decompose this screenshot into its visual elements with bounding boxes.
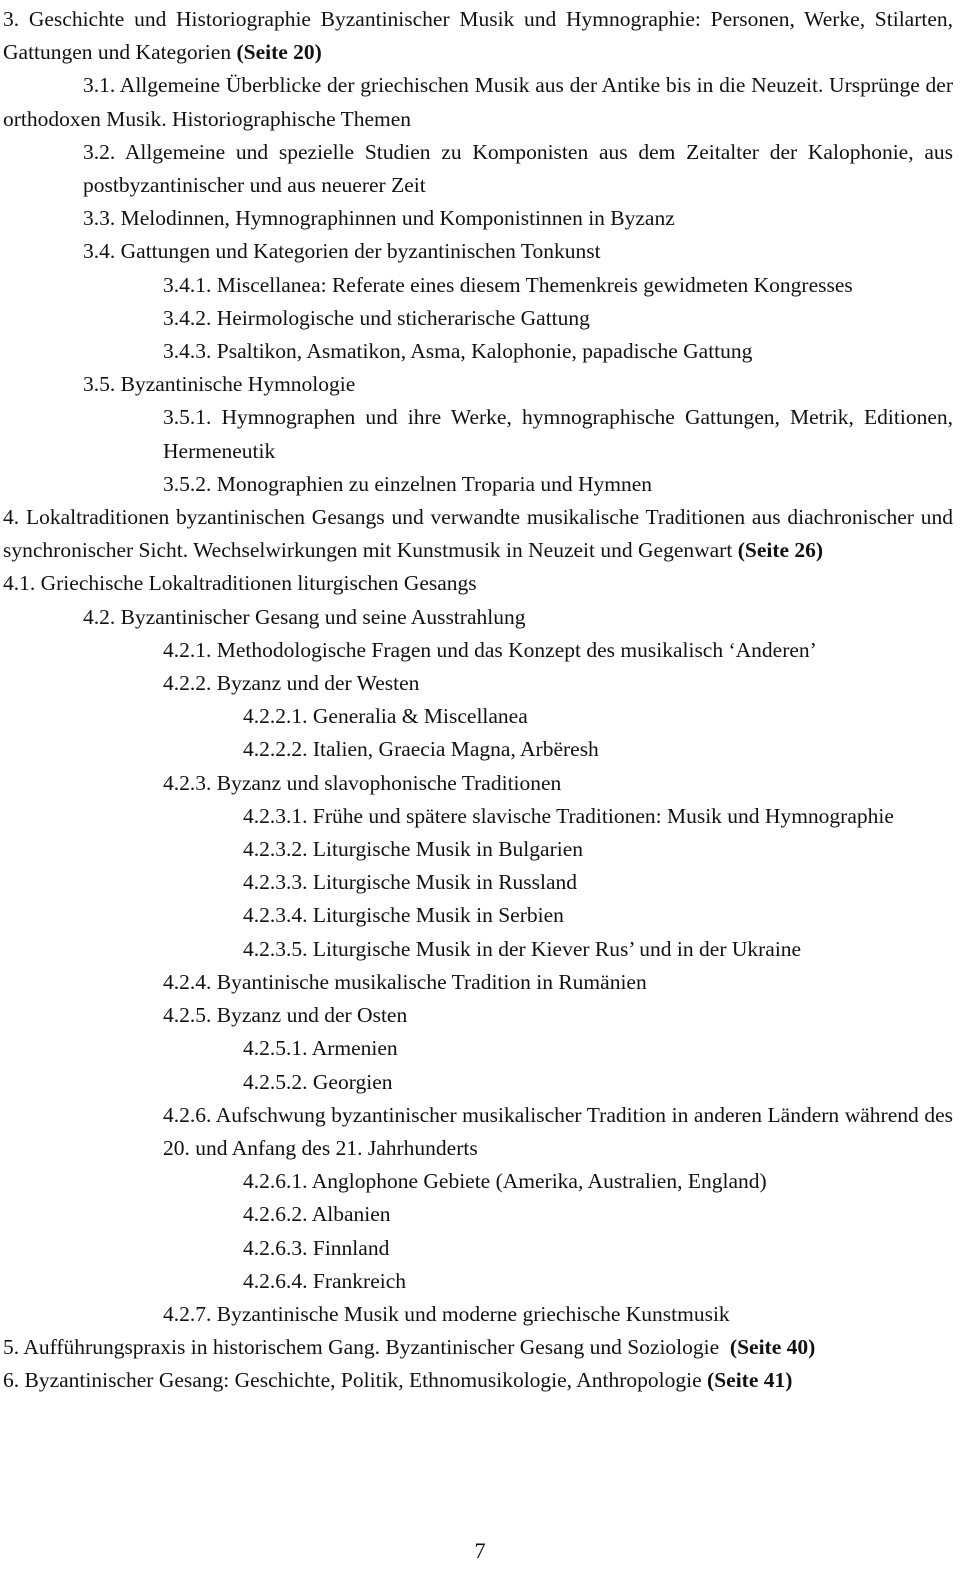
entry-title: Allgemeine Überblicke der griechischen Musik aus der Antike bis in die Neuzeit. Ursprünge der orthodoxen Musik. Historiographische Themen <box>3 73 953 131</box>
entry-number: 4.2.3.4. <box>243 903 308 928</box>
toc-entry-3-5-1 <box>3 401 953 467</box>
entry-number: 3.1. <box>83 73 116 98</box>
toc-entry-3-3 <box>3 202 953 235</box>
entry-number: 4.2. <box>83 604 116 629</box>
entry-number: 4.2.3.3. <box>243 870 308 895</box>
entry-title: Miscellanea: Referate eines diesem Themenkreis gewidmeten Kongresses <box>216 272 853 297</box>
toc-entry-3-2 <box>3 136 953 202</box>
entry-title: Geschichte und Historiographie Byzantinischer Musik und Hymnographie: Personen, Werke, Stilarten, Gattungen und Kategorien <box>3 7 954 65</box>
entry-title: Byzantinischer Gesang: Geschichte, Politik, Ethnomusikologie, Anthropologie <box>24 1368 702 1393</box>
entry-number: 4. <box>3 505 20 530</box>
toc-entry-4-2-6-1 <box>3 1165 953 1198</box>
entry-title: Albanien <box>311 1202 391 1227</box>
toc-entry-4-2-2-2 <box>3 733 953 766</box>
entry-title: Byzantinische Hymnologie <box>120 372 356 397</box>
toc-entry-4-2-3-2 <box>3 833 953 866</box>
entry-number: 3.4.2. <box>163 305 212 330</box>
entry-title: Byzantinischer Gesang und seine Ausstrahlung <box>120 604 526 629</box>
toc-entry-5 <box>3 1331 953 1364</box>
entry-title: Gattungen und Kategorien der byzantinischen Tonkunst <box>120 239 601 264</box>
entry-title: Generalia & Miscellanea <box>312 704 528 729</box>
toc-entry-4-2-2 <box>3 667 953 700</box>
entry-title: Byzanz und der Westen <box>216 671 420 696</box>
toc-entry-4-2-4 <box>3 966 953 999</box>
entry-page: (Seite 20) <box>236 40 322 65</box>
toc-entry-6 <box>3 1364 953 1397</box>
entry-title: Hymnographen und ihre Werke, hymnographische Gattungen, Metrik, Editionen, Hermeneutik <box>163 405 953 463</box>
toc-entry-4-2-5-1 <box>3 1032 953 1065</box>
entry-title: Monographien zu einzelnen Troparia und Hymnen <box>216 471 653 496</box>
toc-entry-4-2-6-4 <box>3 1265 953 1298</box>
toc-entry-3-1 <box>3 69 953 135</box>
entry-page: (Seite 40) <box>729 1335 816 1360</box>
toc-entry-4-2-1 <box>3 634 953 667</box>
entry-title: Byzanz und slavophonische Traditionen <box>216 770 562 795</box>
toc-entry-3-4-3 <box>3 335 953 368</box>
entry-number: 4.2.5. <box>163 1003 212 1028</box>
entry-number: 4.2.3.2. <box>243 837 308 862</box>
entry-title: Georgien <box>312 1069 393 1094</box>
entry-number: 4.2.3. <box>163 770 212 795</box>
entry-number: 3.5. <box>83 372 116 397</box>
entry-title: Frühe und spätere slavische Traditionen: Musik und Hymnographie <box>312 803 894 828</box>
entry-title: Finnland <box>312 1235 390 1260</box>
toc-entry-3-5 <box>3 368 953 401</box>
entry-number: 3.4. <box>83 239 116 264</box>
entry-title: Methodologische Fragen und das Konzept des musikalisch ‘Anderen’ <box>216 637 817 662</box>
entry-number: 4.2.2.2. <box>243 737 308 762</box>
entry-number: 4.2.7. <box>163 1301 212 1326</box>
entry-number: 4.2.2. <box>163 671 212 696</box>
entry-title: Anglophone Gebiete (Amerika, Australien, England) <box>311 1169 767 1194</box>
entry-title: Aufschwung byzantinischer musikalischer Tradition in anderen Ländern während des 20. und Anfang des 21. Jahrhunderts <box>163 1102 953 1160</box>
entry-title: Byantinische musikalische Tradition in Rumänien <box>216 969 647 994</box>
entry-number: 6. <box>3 1368 20 1393</box>
entry-title: Italien, Graecia Magna, Arbëresh <box>312 737 599 762</box>
entry-title: Aufführungspraxis in historischem Gang. Byzantinischer Gesang und Soziologie <box>23 1335 720 1360</box>
toc-entry-4-2-3 <box>3 767 953 800</box>
toc-entry-4 <box>3 501 953 567</box>
toc-entry-4-2-3-3 <box>3 866 953 899</box>
toc-entry-4-2-3-1 <box>3 800 953 833</box>
page-number: 7 <box>474 1538 486 1563</box>
entry-title: Liturgische Musik in Serbien <box>312 903 564 928</box>
entry-number: 5. <box>3 1335 20 1360</box>
toc-entry-3 <box>3 3 953 69</box>
entry-number: 4.2.6. <box>163 1102 212 1127</box>
entry-number: 4.2.3.1. <box>243 803 308 828</box>
toc-entry-4-2 <box>3 601 953 634</box>
entry-title: Byzanz und der Osten <box>216 1003 408 1028</box>
toc-entry-4-2-5-2 <box>3 1066 953 1099</box>
entry-number: 4.2.6.1. <box>243 1169 308 1194</box>
entry-number: 4.1. <box>3 571 36 596</box>
entry-title: Liturgische Musik in Russland <box>312 870 578 895</box>
toc-entry-4-2-6-2 <box>3 1198 953 1231</box>
entry-title: Heirmologische und sticherarische Gattung <box>216 305 590 330</box>
toc-entry-4-2-3-4 <box>3 899 953 932</box>
entry-title: Lokaltraditionen byzantinischen Gesangs und verwandte musikalische Traditionen aus diachronischer und synchronischer Sicht. Wechselwirkungen mit Kunstmusik in Neuzeit und Gegenwart <box>3 505 953 563</box>
entry-page: (Seite 41) <box>707 1368 793 1393</box>
toc-entry-4-2-3-5 <box>3 933 953 966</box>
entry-number: 4.2.5.2. <box>243 1069 308 1094</box>
toc-entry-3-4 <box>3 235 953 268</box>
toc-entry-4-2-5 <box>3 999 953 1032</box>
toc-entry-3-4-1 <box>3 269 953 302</box>
entry-number: 4.2.3.5. <box>243 936 308 961</box>
entry-number: 4.2.6.4. <box>243 1268 308 1293</box>
entry-number: 3.5.1. <box>163 405 212 430</box>
entry-page: (Seite 26) <box>737 538 824 563</box>
entry-number: 3.5.2. <box>163 471 212 496</box>
entry-title: Armenien <box>311 1036 398 1061</box>
toc-entry-4-1 <box>3 567 953 600</box>
entry-title: Byzantinische Musik und moderne griechische Kunstmusik <box>216 1301 730 1326</box>
entry-number: 4.2.6.2. <box>243 1202 308 1227</box>
entry-number: 4.2.6.3. <box>243 1235 308 1260</box>
entry-number: 3.2. <box>83 139 116 164</box>
entry-title: Psaltikon, Asmatikon, Asma, Kalophonie, papadische Gattung <box>216 339 753 364</box>
toc-entry-4-2-6-3 <box>3 1232 953 1265</box>
table-of-contents <box>3 3 953 1398</box>
toc-entry-3-5-2 <box>3 468 953 501</box>
toc-entry-4-2-2-1 <box>3 700 953 733</box>
entry-title: Allgemeine und spezielle Studien zu Komponisten aus dem Zeitalter der Kalophonie, aus postbyzantinischer und aus neuerer Zeit <box>83 139 953 198</box>
entry-title: Griechische Lokaltraditionen liturgischen Gesangs <box>40 571 477 596</box>
entry-number: 4.2.2.1. <box>243 704 308 729</box>
entry-number: 3.4.3. <box>163 339 212 364</box>
entry-title: Melodinnen, Hymnographinnen und Komponistinnen in Byzanz <box>120 206 675 231</box>
entry-title: Liturgische Musik in der Kiever Rus’ und in der Ukraine <box>312 936 802 961</box>
toc-entry-3-4-2 <box>3 302 953 335</box>
entry-number: 3.3. <box>83 206 116 231</box>
entry-number: 4.2.5.1. <box>243 1036 308 1061</box>
entry-number: 3. <box>3 7 20 31</box>
entry-number: 4.2.4. <box>163 969 212 994</box>
toc-entry-4-2-6 <box>3 1099 953 1165</box>
entry-title: Frankreich <box>312 1268 407 1293</box>
entry-title: Liturgische Musik in Bulgarien <box>312 837 583 862</box>
toc-entry-4-2-7 <box>3 1298 953 1331</box>
entry-number: 3.4.1. <box>163 272 212 297</box>
entry-number: 4.2.1. <box>163 637 212 662</box>
